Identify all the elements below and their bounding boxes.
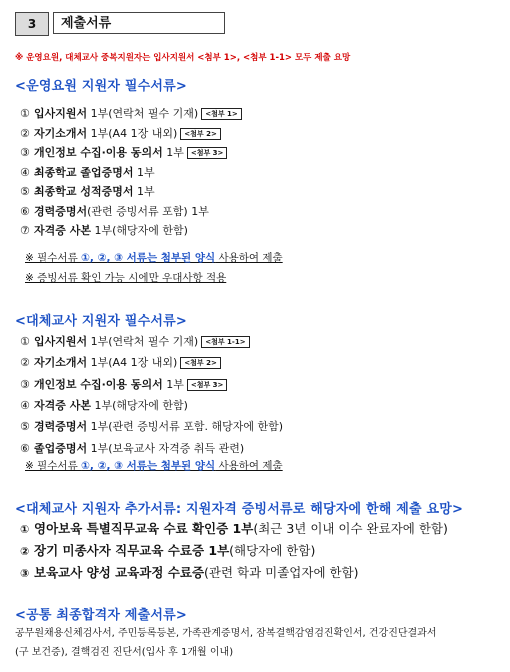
item-number: ③ [20,377,30,391]
document-description: 1부(A4 1장 내외) [87,126,178,140]
list-item [20,144,227,160]
required-forms-note [25,250,283,265]
document-name: 개인정보 수집·이용 동의서 [34,146,163,159]
section-title: 제출서류 [53,12,225,34]
document-name: 졸업증명서 [34,441,88,455]
document-description: 1부 [133,165,155,179]
item-number: ② [20,356,30,370]
note-segment: ①, ②, ③ 서류는 첨부된 양식 [81,252,216,264]
note-segment: ①, ②, ③ 서류는 첨부된 양식 [81,460,216,472]
note-segment: ※ 필수서류 [25,460,82,472]
document-description: 1부(해당자에 한함) [90,224,188,237]
list-item [20,440,244,456]
document-description: 1부 [133,185,155,198]
list-item [20,541,315,559]
item-number: ④ [20,165,30,179]
section4-heading: <공통 최종합격자 제출서류> [15,608,187,623]
document-description: 1부(관련 증빙서류 포함. 해당자에 한함) [87,420,284,434]
document-description: 1부(연락처 필수 기재) [87,107,199,120]
document-name: 장기 미종사자 직무교육 수료증 1부 [34,543,230,558]
document-name: 영아보육 특별직무교육 수료 확인증 1부 [34,521,254,536]
section2-heading: <대체교사 지원자 필수서류> [15,314,187,329]
document-name: 경력증명서 [34,420,88,434]
document-description: 1부(연락처 필수 기재) [87,335,199,348]
document-description: 1부(보육교사 자격증 취득 관련) [87,441,245,455]
document-description: 1부(A4 1장 내외) [87,356,178,370]
item-number: ③ [20,146,30,159]
note-segment: 사용하여 제출 [215,252,283,264]
document-name: 자격증 사본 [34,224,91,237]
document-name: 입사지원서 [34,107,88,120]
document-description: 1부(해당자에 한함) [90,398,188,412]
list-item [20,105,242,121]
duplicate-applicant-warning: ※ 운영요원, 대체교사 중복지원자는 입사지원서 <첨부 1>, <첨부 1-1> 모두 제출 요망 [15,53,351,63]
item-number: ⑤ [20,420,30,434]
final-documents-line2: (구 보건증), 결핵검진 진단서(입사 후 1개월 이내) [15,647,234,658]
document-name: 경력증명서 [34,204,88,218]
document-name: 최종학교 성적증명서 [34,185,134,198]
attachment-badge: <첨부 1-1> [201,336,249,348]
item-number: ② [20,126,30,140]
attachment-badge: <첨부 3> [187,379,228,391]
list-item [20,563,359,581]
attachment-badge: <첨부 1> [201,108,242,120]
item-number: ⑥ [20,204,30,218]
item-number: ③ [20,567,30,580]
list-item [20,418,283,434]
list-item [20,222,188,238]
document-name: 자격증 사본 [34,398,91,412]
note-segment: 사용하여 제출 [215,460,283,472]
document-name: 개인정보 수집·이용 동의서 [34,377,163,391]
item-number: ⑥ [20,441,30,455]
list-item [20,203,209,219]
document-name: 최종학교 졸업증명서 [34,165,134,179]
item-number: ① [20,107,30,120]
attachment-badge: <첨부 3> [187,147,228,159]
document-description: (관련 증빙서류 포함) 1부 [87,204,209,218]
list-item [20,125,221,141]
document-name: 자기소개서 [34,356,88,370]
document-name: 자기소개서 [34,126,88,140]
item-number: ④ [20,398,30,412]
document-description: (해당자에 한함) [229,543,316,558]
required-forms-note [25,458,283,473]
section-header [15,12,227,36]
item-number: ⑦ [20,224,30,237]
document-description: (최근 3년 이내 이수 완료자에 한함) [253,521,448,536]
item-number: ① [20,335,30,348]
section-number: 3 [15,12,49,36]
list-item [20,519,448,537]
document-description: 1부 [162,146,184,159]
list-item [20,333,250,349]
document-description: (관련 학과 미졸업자에 한함) [204,565,359,580]
list-item [20,376,227,392]
list-item [20,354,221,370]
document-name: 보육교사 양성 교육과정 수료증 [34,565,205,580]
document-name: 입사지원서 [34,335,88,348]
final-documents-line1: 공무원채용신체검사서, 주민등록등본, 가족관계증명서, 잠복결핵감염검진확인서, 건강진단결과서 [15,628,437,639]
document-description: 1부 [162,377,184,391]
item-number: ⑤ [20,185,30,198]
item-number: ② [20,545,30,558]
section1-heading: <운영요원 지원자 필수서류> [15,79,187,94]
list-item [20,183,155,199]
section3-heading: <대체교사 지원자 추가서류: 지원자격 증빙서류로 해당자에 한해 제출 요망> [15,502,464,517]
attachment-badge: <첨부 2> [180,357,221,369]
evidence-note: ※ 증빙서류 확인 가능 시에만 우대사항 적용 [25,272,227,284]
list-item [20,397,188,413]
final-documents-text [15,624,510,662]
attachment-badge: <첨부 2> [180,128,221,140]
note-segment: ※ 필수서류 [25,252,82,264]
list-item [20,164,155,180]
item-number: ① [20,523,30,536]
